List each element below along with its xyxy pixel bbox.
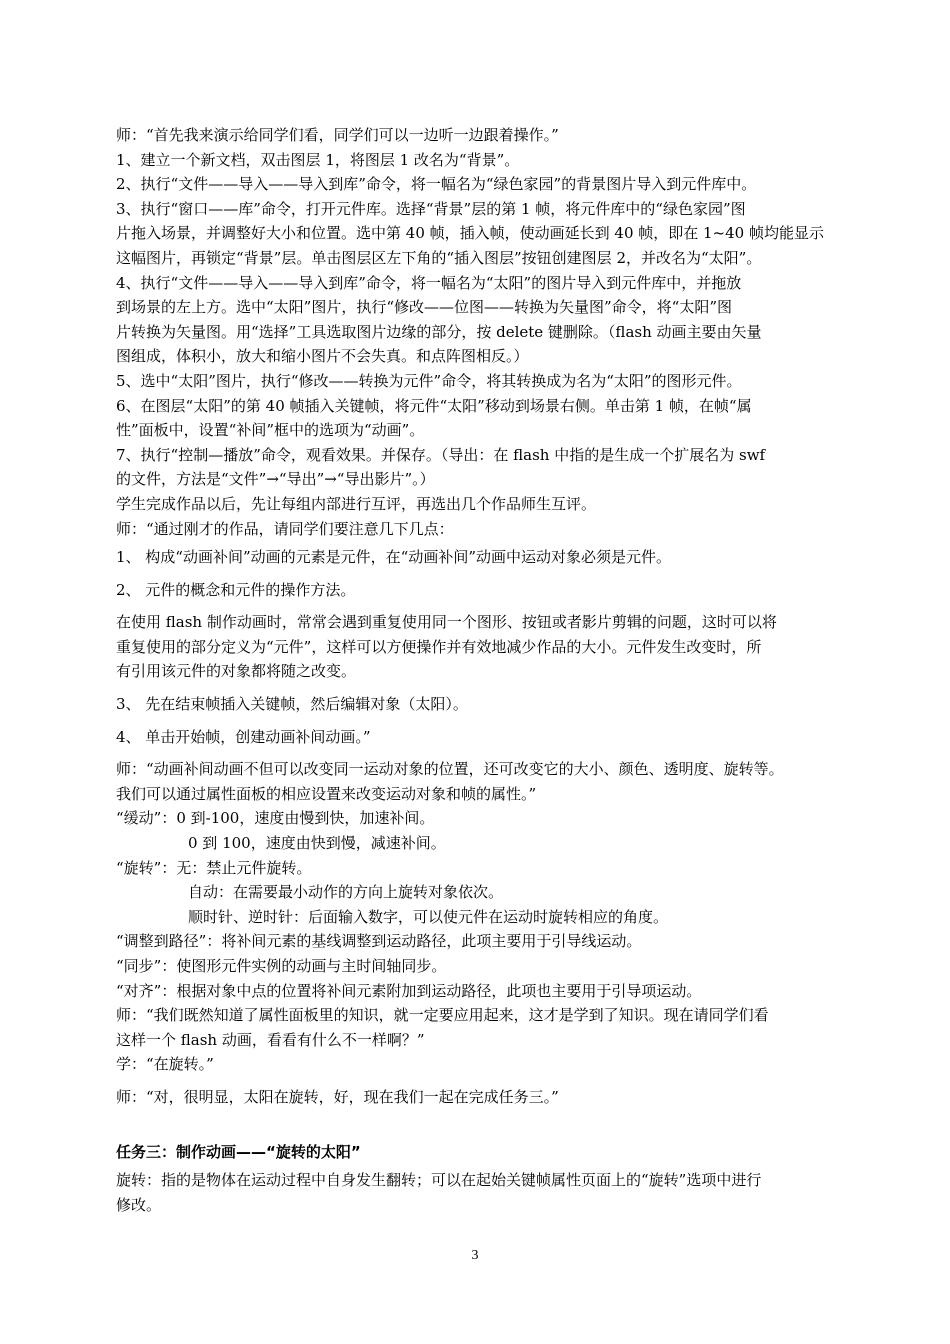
- text-line: 学：“在旋转。”: [116, 1055, 214, 1074]
- text-line: 片转换为矢量图。用“选择”工具选取图片边缘的部分，按 delete 键删除。（flash 动画主要由矢量: [116, 322, 762, 341]
- text-line: “调整到路径”：将补间元素的基线调整到运动路径，此项主要用于引导线运动。: [116, 932, 642, 951]
- text-line: “旋转”：无：禁止元件旋转。: [116, 858, 312, 877]
- text-line: 图组成，体积小，放大和缩小图片不会失真。和点阵图相反。）: [116, 347, 529, 366]
- list-item: 4、 单击开始帧，创建动画补间动画。”: [116, 727, 371, 746]
- list-item: 1、 构成“动画补间”动画的元素是元件，在“动画补间”动画中运动对象必须是元件。: [116, 548, 671, 567]
- text-line: 片拖入场景，并调整好大小和位置。选中第 40 帧，插入帧，使动画延长到 40 帧，即在 1~40 帧均能显示: [116, 224, 824, 243]
- document-page: [116, 123, 844, 1217]
- text-line: 师：“通过刚才的作品，请同学们要注意几下几点：: [116, 519, 454, 538]
- text-line: “对齐”：根据对象中点的位置将补间元素附加到运动路径，此项也主要用于引导项运动。: [116, 981, 702, 1000]
- text-line: “缓动”：0 到-100，速度由慢到快，加速补间。: [116, 809, 435, 828]
- list-item: 2、 元件的概念和元件的操作方法。: [116, 580, 356, 599]
- text-line: 1、建立一个新文档，双击图层 1，将图层 1 改名为“背景”。: [116, 150, 520, 169]
- text-line: 在使用 flash 制作动画时，常常会遇到重复使用同一个图形、按钮或者影片剪辑的问题，这时可以将: [116, 613, 777, 632]
- task3-section: [116, 1140, 844, 1218]
- text-line: 性”面板中，设置“补间”框中的选项为“动画”。: [116, 421, 425, 440]
- text-line: 顺时针、逆时针：后面输入数字，可以使元件在运动时旋转相应的角度。: [188, 907, 669, 926]
- text-line: “同步”：使图形元件实例的动画与主时间轴同步。: [116, 957, 447, 975]
- text-line: 师：“对，很明显，太阳在旋转，好，现在我们一起在完成任务三。”: [116, 1087, 559, 1106]
- text-line: 修改。: [116, 1195, 162, 1214]
- text-line: 0 到 100，速度由快到慢，减速补间。: [188, 834, 446, 853]
- text-line: 师：“我们既然知道了属性面板里的知识，就一定要应用起来，这才是学到了知识。现在请同学们看: [116, 1006, 769, 1025]
- text-line: 我们可以通过属性面板的相应设置来改变运动对象和帧的属性。”: [116, 784, 537, 803]
- text-line: 有引用该元件的对象都将随之改变。: [116, 662, 357, 681]
- text-line: 重复使用的部分定义为“元件”，这样可以方便操作并有效地减少作品的大小。元件发生改变时，所: [116, 637, 762, 656]
- text-line: 这样一个 flash 动画，看看有什么不一样啊？”: [116, 1030, 425, 1049]
- text-line: 7、执行“控制—播放”命令，观看效果。并保存。（导出：在 flash 中指的是生成一个扩展名为 swf: [116, 445, 766, 464]
- list-item: 3、 先在结束帧插入关键帧，然后编辑对象（太阳）。: [116, 695, 468, 714]
- text-line: 6、在图层“太阳”的第 40 帧插入关键帧，将元件“太阳”移动到场景右侧。单击第 1 帧，在帧“属: [116, 396, 752, 415]
- text-line: 的文件，方法是“文件”→“导出”→“导出影片”。）: [116, 470, 435, 489]
- text-line: 到场景的左上方。选中“太阳”图片，执行“修改——位图——转换为矢量图”命令，将“太阳”图: [116, 298, 733, 317]
- text-line: 3、执行“窗口——库”命令，打开元件库。选择“背景”层的第 1 帧，将元件库中的“绿色家园”图: [116, 199, 746, 218]
- text-line: 学生完成作品以后，先让每组内部进行互评，再选出几个作品师生互评。: [116, 494, 597, 513]
- text-line: 师：“首先我来演示给同学们看，同学们可以一边听一边跟着操作。”: [116, 126, 559, 144]
- text-line: 这幅图片，再锁定“背景”层。单击图层区左下角的“插入图层”按钮创建图层 2，并改名为“太阳”。: [116, 248, 762, 267]
- page-number: 3: [471, 1248, 479, 1263]
- text-line: 师：“动画补间动画不但可以改变同一运动对象的位置，还可改变它的大小、颜色、透明度、旋转等。: [116, 760, 784, 779]
- text-line: 2、执行“文件——导入——导入到库”命令，将一幅名为“绿色家园”的背景图片导入到元件库中。: [116, 175, 757, 194]
- text-line: 4、执行“文件——导入——导入到库”命令，将一幅名为“太阳”的图片导入到元件库中，并拖放: [116, 273, 742, 292]
- text-line: 旋转：指的是物体在运动过程中自身发生翻转；可以在起始关键帧属性页面上的“旋转”选项中进行: [116, 1171, 762, 1190]
- text-line: 自动：在需要最小动作的方向上旋转对象依次。: [188, 883, 504, 902]
- text-line: 5、选中“太阳”图片，执行“修改——转换为元件”命令，将其转换成为名为“太阳”的图形元件。: [116, 371, 742, 390]
- section-heading: 任务三：制作动画——“旋转的太阳”: [116, 1142, 361, 1161]
